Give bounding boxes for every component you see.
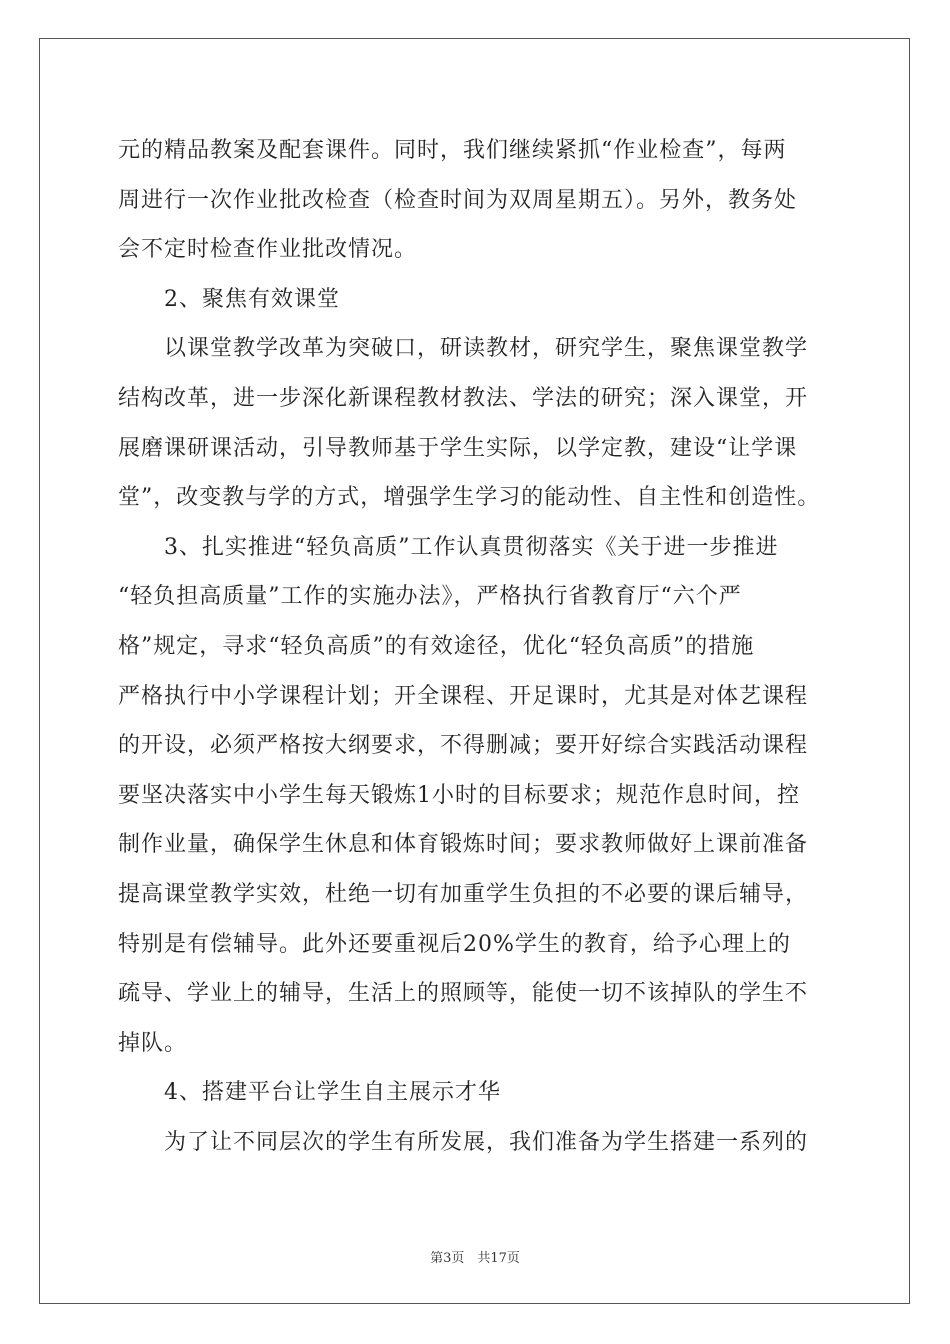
text-line: 格”规定，寻求“轻负高质”的有效途径，优化“轻负高质”的措施	[118, 633, 755, 659]
text-line: 以课堂教学改革为突破口，研读教材，研究学生，聚焦课堂教学	[164, 336, 809, 362]
text-line: 特别是有偿辅导。此外还要重视后20%学生的教育，给予心理上的	[118, 931, 791, 957]
text-line: 疏导、学业上的辅导，生活上的照顾等，能使一切不该掉队的学生不	[118, 981, 809, 1007]
text-line: 严格执行中小学课程计划；开全课程、开足课时，尤其是对体艺课程	[118, 683, 809, 709]
text-line: 结构改革，进一步深化新课程教材教法、学法的研究；深入课堂，开	[118, 385, 809, 411]
text-line: 提高课堂教学实效，杜绝一切有加重学生负担的不必要的课后辅导，	[118, 881, 809, 907]
text-line: 周进行一次作业批改检查（检查时间为双周星期五）。另外，教务处	[118, 187, 798, 213]
text-line: 展磨课研课活动，引导教师基于学生实际，以学定教，建设“让学课	[118, 435, 798, 461]
text-line: 要坚决落实中小学生每天锻炼1小时的目标要求；规范作息时间，控	[118, 782, 800, 808]
text-line: 堂”，改变教与学的方式，增强学生学习的能动性、自主性和创造性。	[118, 485, 821, 511]
document-body	[118, 126, 834, 1167]
text-line: 3、扎实推进“轻负高质”工作认真贯彻落实《关于进一步推进	[164, 534, 779, 560]
text-line: 元的精品教案及配套课件。同时，我们继续紧抓“作业检查”，每两	[118, 138, 787, 163]
text-line: 4、搭建平台让学生自主展示才华	[164, 1080, 501, 1106]
text-line: “轻负担高质量”工作的实施办法》，严格执行省教育厅“六个严	[118, 584, 742, 610]
page-footer: 第3页 共17页	[430, 1251, 520, 1266]
text-line: 会不定时检查作业批改情况。	[118, 237, 418, 263]
text-line: 制作业量，确保学生休息和体育锻炼时间；要求教师做好上课前准备	[118, 832, 809, 858]
text-line: 为了让不同层次的学生有所发展，我们准备为学生搭建一系列的	[164, 1129, 809, 1155]
text-line: 的开设，必须严格按大纲要求，不得删减；要开好综合实践活动课程	[118, 733, 809, 759]
text-line: 2、聚焦有效课堂	[164, 286, 340, 312]
text-line: 掉队。	[118, 1030, 188, 1056]
